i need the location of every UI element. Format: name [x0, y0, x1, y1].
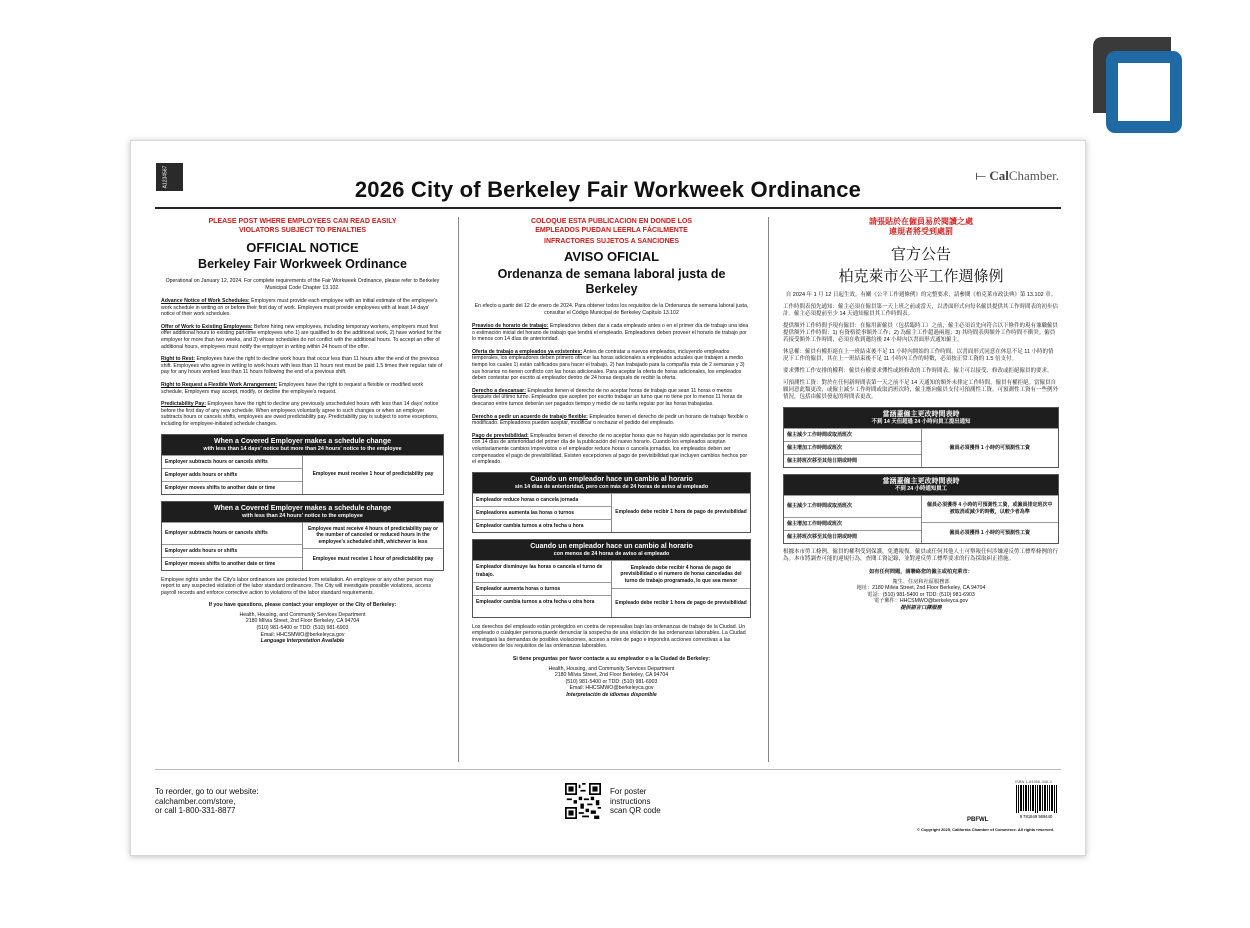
spanish-section — [472, 433, 751, 466]
chinese-section: 要求彈性工作安排的權利：僱員有權要求彈性或經修改的工作時間表。僱主可以接受、修改或拒絕僱員的要求。 — [783, 368, 1053, 374]
section-label: Derecho a pedir un acuerdo de trabajo flexible: — [472, 413, 588, 420]
column-divider — [768, 217, 769, 762]
chinese-notice-heading: 官方公告 — [890, 246, 951, 263]
section-label: Advance Notice of Work Schedules: — [161, 298, 250, 304]
barcode-icon — [1015, 785, 1057, 819]
table-row: Employer moves shifts to another date or time — [162, 481, 302, 494]
table-header — [473, 473, 750, 493]
copyright-text: © Copyright 2025, California Chamber of Commerce. All rights reserved. — [917, 827, 1055, 832]
spanish-section — [472, 323, 751, 343]
section-text: Employers must provide each employee with an initial estimate of the employee's work schedule in writing on or before their first day of work. Employers must provide employees with at least 14 days' notice of their work schedules. — [161, 298, 438, 318]
reorder-phone: or call 1-800-331-8877 — [155, 806, 236, 815]
table-subtitle: with less than 14 days' notice but more than 24 hours' notice to the employee — [203, 445, 402, 452]
section-label: Right to Request a Flexible Work Arrangement: — [161, 381, 278, 388]
chinese-column — [783, 217, 1059, 763]
table-row: 僱主減少工作時間或取消班次 — [784, 495, 921, 517]
table-header — [162, 435, 443, 455]
chinese-section: 工作時間表預先通知：僱主必須在僱員第一天上班之前或當天，以書面形式向每名僱員提供其工作時間表的初步估計。僱主必須提前至少 14 天通知僱員其工作時間表。 — [783, 304, 1059, 317]
section-label: Derecho a descansar: — [472, 387, 526, 394]
english-section — [161, 324, 444, 350]
table-row: Empleador cambia turnos a otra fecha u otra hora — [473, 595, 611, 617]
barcode-number: 9 781649 569440 — [1019, 814, 1053, 819]
section-text: Employees have the right to decline work hours that occur less than 11 hours after the end of the previous shift. Employees who agree in writing to work hours with less than 11 hours rest must be paid 1.5 times their regular rate of pay for any hours worked less than 11 hours following the end of a previous shift. — [161, 356, 443, 376]
english-ordinance-heading: Berkeley Fair Workweek Ordinance — [198, 257, 407, 271]
qr-line: scan QR code — [610, 806, 661, 815]
table-row: Employer moves shifts to another date or time — [162, 557, 302, 570]
contact-email: Email: HHCSMWO@berkeleyca.gov — [260, 631, 345, 638]
warning-line: VIOLATORS SUBJECT TO PENALTIES — [238, 227, 367, 234]
table-title: When a Covered Employer makes a schedule change — [213, 504, 391, 512]
warning-line: COLOQUE ESTA PUBLICACIÓN EN DONDE LOS — [530, 218, 692, 225]
chinese-retaliation: 根據本市勞工條例，僱員的權利受到保護，免遭報復。僱員或任何其他人士可舉報任何涉嫌違反勞工標準條例的行為。本市將調查可能的違規行為，查閱工資記錄，並對違反勞工標準要求的行為採取糾正措施。 — [783, 549, 1059, 562]
spanish-notice-heading: AVISO OFICIAL — [563, 249, 660, 264]
reorder-line: To reorder, go to our website: — [155, 787, 259, 796]
section-text: Antes de contratar a nuevos empleados, incluyendo empleados temporales, los empleadores deben primero ofrecer las horas adicionales a empleados actuales que trabajen a medio tiempo los cuales 1) están calificados para hacer el trabajo, 2) han trabajado para la compañía más de 2 semanas y 3) sus horarios no tienen conflicto con las horas adicionales. Para aceptar la oferta de horas adicionales, los empleados deben contestar por escrito al empleador dentro de 24 horas después de recibir la oferta. — [472, 348, 745, 382]
table-title: When a Covered Employer makes a schedule change — [213, 437, 391, 445]
reorder-info — [155, 787, 259, 816]
spanish-table-24-hours — [472, 539, 751, 618]
warning-line: 請張貼於在僱員易於閱讀之處 — [869, 217, 973, 226]
brand-prefix: Cal — [989, 168, 1009, 183]
table-header — [162, 502, 443, 522]
spanish-column — [472, 217, 751, 763]
warning-line: EMPLEADOS PUEDAN LEERLA FÁCILMENTE — [535, 227, 688, 234]
table-result: Empleado debe recibir 1 hora de pago de previsibilidad — [612, 588, 750, 617]
table-title: Cuando un empleador hace un cambio al horario — [530, 542, 693, 550]
table-subtitle: sin 14 días de anterioridad, pero con más de 24 horas de aviso al empleado — [514, 483, 709, 490]
spanish-section — [472, 388, 751, 408]
table-result: Employee must receive 1 hour of predictability pay — [303, 548, 443, 569]
warning-line: PLEASE POST WHERE EMPLOYEES CAN READ EASILY — [208, 218, 397, 225]
chinese-intro: 自 2024 年 1 月 12 日起生效。有關《公平工作週條例》的完整要求，請參閱《柏克萊市政法典》第 13.102 章。 — [785, 292, 1057, 298]
english-notice-heading: OFFICIAL NOTICE — [246, 240, 359, 255]
table-result: Empleado debe recibir 1 hora de pago de previsibilidad — [612, 493, 750, 532]
table-row: 僱主增加工作時間或班次 — [784, 517, 921, 530]
qr-code-icon[interactable] — [565, 783, 601, 819]
table-row: Employer adds hours or shifts — [162, 544, 302, 557]
chinese-contact — [783, 569, 1059, 612]
column-divider — [458, 217, 459, 762]
table-row: 僱主減少工作時間或取消班次 — [784, 428, 921, 441]
table-title: 當涵蓋僱主更改時間表時 — [882, 478, 960, 485]
contact-question: Si tiene preguntas por favor contacte a su empleador o a la Ciudad de Berkeley: — [512, 656, 711, 663]
table-row: Employer subtracts hours or cancels shifts — [162, 455, 302, 468]
english-section — [161, 382, 444, 395]
english-table-24-hours — [161, 501, 444, 571]
chinese-section: 休息權：僱員有權拒絕在上一班結束後不足 11 小時內開始的工作時間。以書面形式同意在休息不足 11 小時的情況下工作的僱員，其在上一班結束後不足 11 小時內工作的時數，必須按正常工資的 1.5 倍支付。 — [783, 349, 1054, 362]
reorder-link[interactable]: calchamber.com/store, — [155, 796, 236, 806]
contact-question: 如有任何問題，請聯絡您的僱主或柏克萊市： — [869, 569, 973, 575]
english-warning — [161, 217, 444, 235]
table-row: Employer subtracts hours or cancels shifts — [162, 522, 302, 544]
table-result: Employee must receive 1 hour of predictability pay — [303, 455, 443, 494]
table-result: Employee must receive 4 hours of predictability pay or the number of canceled or reduced hours in the employee's scheduled shift, whichever is less — [303, 522, 443, 549]
table-row: Empleador reduce horas o cancela jornada — [473, 493, 611, 506]
contact-language: Interpretación de idiomas disponible — [566, 692, 657, 699]
calchamber-brand — [975, 168, 1059, 184]
product-code: PBFWL — [967, 817, 989, 823]
title-divider — [155, 207, 1061, 209]
table-row: 僱主增加工作時間或班次 — [784, 441, 921, 454]
table-title: Cuando un empleador hace un cambio al horario — [530, 475, 693, 483]
contact-dept: 衛生、住房和社區服務部 — [892, 578, 950, 585]
table-result: 僱員必須獲得 1 小時的可預測性工資 — [922, 428, 1059, 467]
contact-phone: (510) 981-5400 or TDD: (510) 981-6903 — [565, 678, 658, 685]
poster — [130, 140, 1086, 856]
contact-email: Email: HHCSMWO@berkeleyca.gov — [569, 685, 654, 692]
section-text: Empleados tienen el derecho de pedir un horario de trabajo flexible o modificado. Empleadores pueden aceptar, modificar o rechazar el pedido del empleado. — [472, 413, 748, 427]
table-row: Empleador cambia turnos a otra fecha u hora — [473, 519, 611, 532]
calchamber-corner-logo-icon — [1093, 37, 1183, 135]
english-intro: Operational on January 12, 2024. For complete requirements of the Fair Workweek Ordinance, please refer to Berkeley Municipal Code Chapter 13.102. — [165, 278, 440, 291]
english-contact — [161, 602, 444, 645]
section-text: Employees have the right to request a flexible or modified work schedule. Employers may accept, modify, or decline the employee's request. — [161, 381, 424, 395]
contact-phone: 電話：(510) 981-5400 or TDD: (510) 981-6903 — [867, 591, 975, 598]
table-result: Empleado debe recibir 4 horas de pago de previsibilidad o el numero de horas canceladas del turno de trabajo programado, lo que sea menor — [612, 560, 750, 589]
table-subtitle: 不到 14 天但超過 24 小時向員工提出通知 — [871, 419, 971, 425]
brand-suffix: Chamber. — [1008, 168, 1059, 183]
chinese-section: 可預測性工資：對於在任何新時間表第一天之前不足 14 天通知的額外未排定工作時間，僱員有權拒絕。當僱員自願同意此類更改，或僱主減少工作時間或取消班次時，僱主應向僱員支付可預測性工資。可預測性工資有一些例外情況，包括由僱員發起的時間表更改。 — [783, 380, 1059, 400]
spanish-table-14-days — [472, 472, 751, 533]
english-section — [161, 401, 444, 427]
table-row: Empleador disminuye las horas o cancela el turno de trabajo. — [473, 560, 611, 582]
contact-email: 電子郵件：HHCSMWO@berkeleyca.gov — [873, 598, 969, 605]
warning-line: 違規者將受到處罰 — [889, 227, 953, 236]
spanish-section — [472, 414, 751, 427]
poster-title: 2026 City of Berkeley Fair Workweek Ordinance — [354, 177, 862, 202]
english-table-14-days — [161, 434, 444, 495]
section-text: Empleados tienen el derecho de no aceptar horas que no hayan sido agendadas por lo menos con 14 días de anterioridad del primer día de la publicación del nuevo horario. Cuando los empleados aceptan voluntariamente cambios imprevistos o el empleador reduce horas o cancela jornadas, los empleados deben ser compensados el pago de previsibilidad. Existen excepciones al pago de previsibilidad que incluyen cambios hechos por el empleado. — [472, 432, 748, 466]
table-subtitle: with less than 24 hours' notice to the employee — [242, 512, 363, 519]
contact-address: 2180 Milvia Street, 2nd Floor Berkeley, CA 94704 — [554, 672, 669, 679]
section-label: Right to Rest: — [161, 356, 196, 363]
contact-dept: Health, Housing, and Community Services Department — [548, 665, 675, 672]
chinese-section: 提供額外工作時間予現有僱員：在僱用新僱員（包括臨時工）之前，僱主必須首先向符合以下條件的現有兼職僱員提供額外工作時間：1) 有資格從事額外工作；2) 為僱主工作超過兩週；3) 其時間表與額外工作時間不衝突。僱員若接受額外工作時間，必須在收到邀約後 24 小時內以書面形式通知僱主。 — [783, 323, 1059, 343]
section-label: Oferta de trabajo a empleados ya existentes: — [472, 348, 583, 355]
table-result: 僱員必須獲得 1 小時的可預測性工資 — [922, 522, 1059, 543]
qr-instructions — [610, 787, 661, 816]
table-row: 僱主將班次移至其他日期或時間 — [784, 454, 921, 467]
table-row: Empleador aumenta horas o turnos — [473, 582, 611, 595]
table-row: 僱主將班次移至其他日期或時間 — [784, 530, 921, 543]
table-row: Employer adds hours or shifts — [162, 468, 302, 481]
table-header — [473, 540, 750, 560]
english-section — [161, 356, 444, 376]
spanish-contact — [472, 656, 751, 699]
qr-line: For poster — [610, 787, 647, 796]
contact-language: 提供語言口譯服務 — [900, 604, 942, 611]
spanish-retaliation: Los derechos del empleado están protegidos en contra de represalias bajo las ordenanzas de trabajo de la Ciudad. Un empleado o cualquier persona puede denunciar la sospecha de una violación de las ordenanzas laborables. La Ciudad investigará las demandas de posibles violaciones, acceso a roles de pago e impondrá acciones correctivas a las violaciones de los requisitos de las ordenanzas laborables. — [472, 623, 746, 650]
chinese-warning — [783, 217, 1059, 237]
section-text: Employees have the right to decline any previously unscheduled hours with less than 14 days' notice before the first day of any new schedule. When employees voluntarily agree to such changes or when an employer subtracts hours or cancels shifts, employees are owed predictability pay. Predictability pay is subject to some exceptions, including for employee-initiated schedule changes. — [161, 401, 439, 427]
chinese-table-24-hours — [783, 474, 1059, 544]
spanish-intro: En efecto a partir del 12 de enero de 2024. Para obtener todos los requisitos de la Ordenanza de semana laboral justa, consultar el Código Municipal de Berkeley Capítulo 13.102 — [474, 303, 749, 316]
section-label: Preaviso de horario de trabajo: — [472, 323, 549, 329]
section-label: Offer of Work to Existing Employees: — [161, 323, 253, 330]
spanish-ordinance-heading: Ordenanza de semana laboral justa de Berkeley — [497, 267, 726, 296]
footer-divider — [155, 769, 1061, 770]
spanish-section — [472, 349, 751, 382]
table-result: 僱員必須獲得 4 小時的可預測性工資，或僱員排定班次中被取消或減少的時數，以較少者為準 — [922, 495, 1059, 522]
table-subtitle: 不到 24 小時通知員工 — [894, 486, 948, 492]
english-column — [161, 217, 444, 763]
contact-phone: (510) 981-5400 or TDD: (510) 981-6903 — [256, 625, 349, 632]
section-label: Pago de previsibilidad: — [472, 432, 529, 439]
contact-address: 2180 Milvia Street, 2nd Floor Berkeley, CA 94704 — [245, 618, 360, 625]
english-section — [161, 298, 444, 318]
brand-bird-icon: ⟝ — [975, 168, 990, 183]
table-title: 當涵蓋僱主更改時間表時 — [882, 411, 960, 418]
section-label: Predictability Pay: — [161, 401, 206, 408]
chinese-table-14-days — [783, 407, 1059, 468]
english-retaliation: Employee rights under the City's labor ordinances are protected from retaliation. An employee or any other person may report to any suspected violation of the labor standard ordinances. The City will investigate possible violations, access payroll records and enforce corrective action to violations of the labor standard requirements. — [161, 576, 434, 596]
section-text: Empleadores deben dar a cada empleado antes o en el primer día de trabajo una idea o estimación inicial del horario de trabajo que tendrá el empleado. Empleadores deben proveer el horario de trabajo por lo menos con 14 días de anterioridad. — [472, 323, 749, 343]
isbn-text: ISBN 1-64956-346-3 — [1015, 779, 1052, 784]
table-row: Empleadores aumenta las horas o turnos — [473, 506, 611, 519]
table-header — [784, 408, 1058, 428]
contact-dept: Health, Housing, and Community Services Department — [239, 611, 366, 618]
spanish-warning — [472, 217, 751, 246]
qr-line: instructions — [610, 796, 651, 806]
section-text: Empleados tienen el derecho de no aceptar horas de trabajo que sean 11 horas o menos después del último turno. Empleados que acepten por escrito trabajar un turno que no tiene por lo menos 11 horas de descanso entre turnos deberán ser pagados tiempo y medio de su tarifa regular por las horas trabajadas. — [472, 387, 743, 407]
table-subtitle: con menos de 24 horas de aviso al empleado — [553, 550, 670, 557]
chinese-ordinance-heading: 柏克萊市公平工作週條例 — [838, 268, 1004, 285]
table-header — [784, 475, 1058, 495]
section-text: Before hiring new employees, including temporary workers, employers must first offer additional hours to existing part-time employees who 1) are qualified to do the additional work, 2) have worked for the employer for more than two weeks, and 3) whose schedules do not conflict with the additional hours. To accept an offer of additional hours, employees must notify the employer in writing within 24 hours of the offer. — [161, 323, 442, 350]
contact-question: If you have questions, please contact your employer or the City of Berkeley: — [208, 602, 397, 609]
warning-line: INFRACTORES SUJETOS A SANCIONES — [544, 238, 679, 245]
contact-address: 地址：2180 Milvia Street, 2nd Floor Berkeley, CA 94704 — [856, 585, 986, 592]
sku-text: A1234567 — [162, 165, 169, 189]
contact-language: Language Interpretation Available — [260, 638, 345, 645]
